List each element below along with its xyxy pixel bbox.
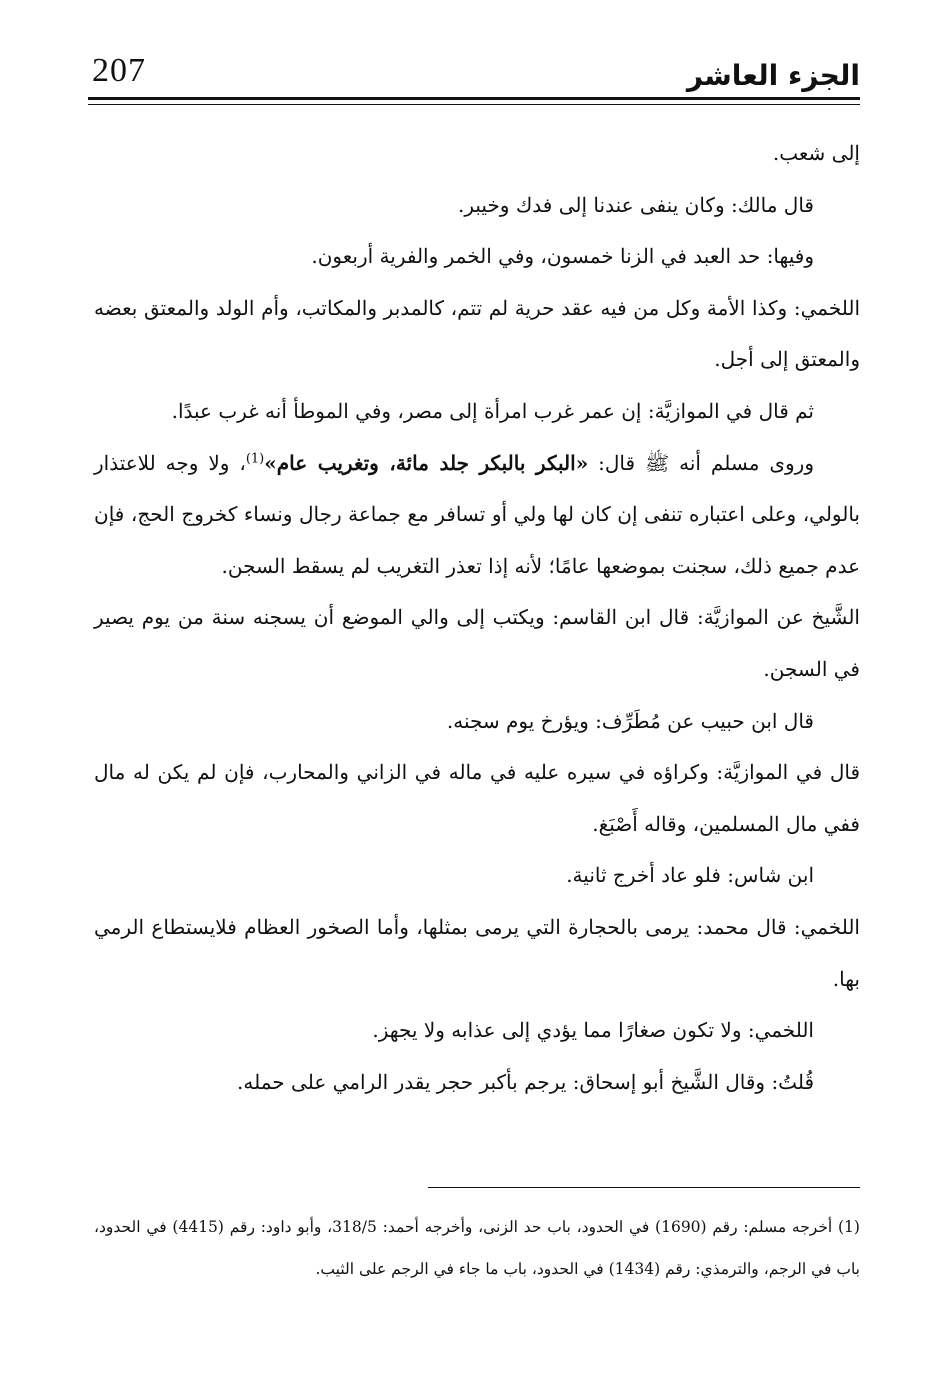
paragraph	[94, 438, 860, 593]
paragraph: إلى شعب.	[772, 141, 860, 165]
running-head: الجزء العاشر	[686, 59, 860, 92]
paragraph-text: ، ولا وجه للاعتذار بالولي، وعلى اعتباره تنفى إن كان لها ولي أو تسافر مع جماعة رجال ونساء كخروج الحج، فإن عدم جميع ذلك، سجنت بموضعها عامًا؛ لأنه إذا تعذر التغريب لم يسقط السجن.	[94, 450, 860, 578]
paragraph: اللخمي: ولا تكون صغارًا مما يؤدي إلى عذابه ولا يجهز.	[372, 1018, 814, 1043]
paragraph: اللخمي: وكذا الأمة وكل من فيه عقد حرية لم تتم، كالمدبر والمكاتب، وأم الولد والمعتق بعضه والمعتق إلى أجل.	[94, 295, 860, 372]
paragraph: اللخمي: قال محمد: يرمى بالحجارة التي يرمى بمثلها، وأما الصخور العظام فلايستطاع الرمي بها.	[94, 914, 860, 991]
paragraph: الشَّيخ عن الموازيَّة: قال ابن القاسم: ويكتب إلى والي الموضع أن يسجنه سنة من يوم يصير في السجن.	[94, 605, 860, 681]
footnotes	[94, 1206, 860, 1290]
page-number: 207	[92, 52, 146, 89]
footnote: (1) أخرجه مسلم: رقم (1690) في الحدود، باب حد الزنى، وأخرجه أحمد: 318/5، وأبو داود: رقم (4415) في الحدود، باب في الرجم، والترمذي: رقم (1434) في الحدود، باب ما جاء في الرجم على الثيب.	[94, 1218, 860, 1278]
paragraph: ثم قال في الموازيَّة: إن عمر غرب امرأة إلى مصر، وفي الموطأ أنه غرب عبدًا.	[171, 398, 814, 423]
header-rule-thick	[88, 97, 860, 100]
main-text	[94, 128, 860, 1108]
footnote-reference[interactable]: (1)	[245, 450, 265, 466]
header-rule-thin	[88, 104, 860, 105]
paragraph: وفيها: حد العبد في الزنا خمسون، وفي الخمر والفرية أربعون.	[311, 244, 814, 269]
paragraph: قال في الموازيَّة: وكراؤه في سيره عليه في ماله في الزاني والمحارب، فإن لم يكن له مال ففي مال المسلمين، وقاله أَصْبَغ.	[94, 760, 860, 836]
paragraph-text: وروى مسلم أنه ﷺ قال:	[588, 450, 814, 475]
page-header	[88, 48, 860, 104]
paragraph: قُلتُ: وقال الشَّيخ أبو إسحاق: يرجم بأكبر حجر يقدر الرامي على حمله.	[237, 1069, 814, 1094]
paragraph: قال مالك: وكان ينفى عندنا إلى فدك وخيبر.	[457, 192, 814, 217]
paragraph: قال ابن حبيب عن مُطَرِّف: ويؤرخ يوم سجنه.	[446, 708, 814, 733]
paragraph: ابن شاس: فلو عاد أخرج ثانية.	[566, 863, 814, 888]
hadith-quote: «البكر بالبكر جلد مائة، وتغريب عام»	[264, 450, 589, 475]
footnote-separator	[428, 1187, 860, 1188]
